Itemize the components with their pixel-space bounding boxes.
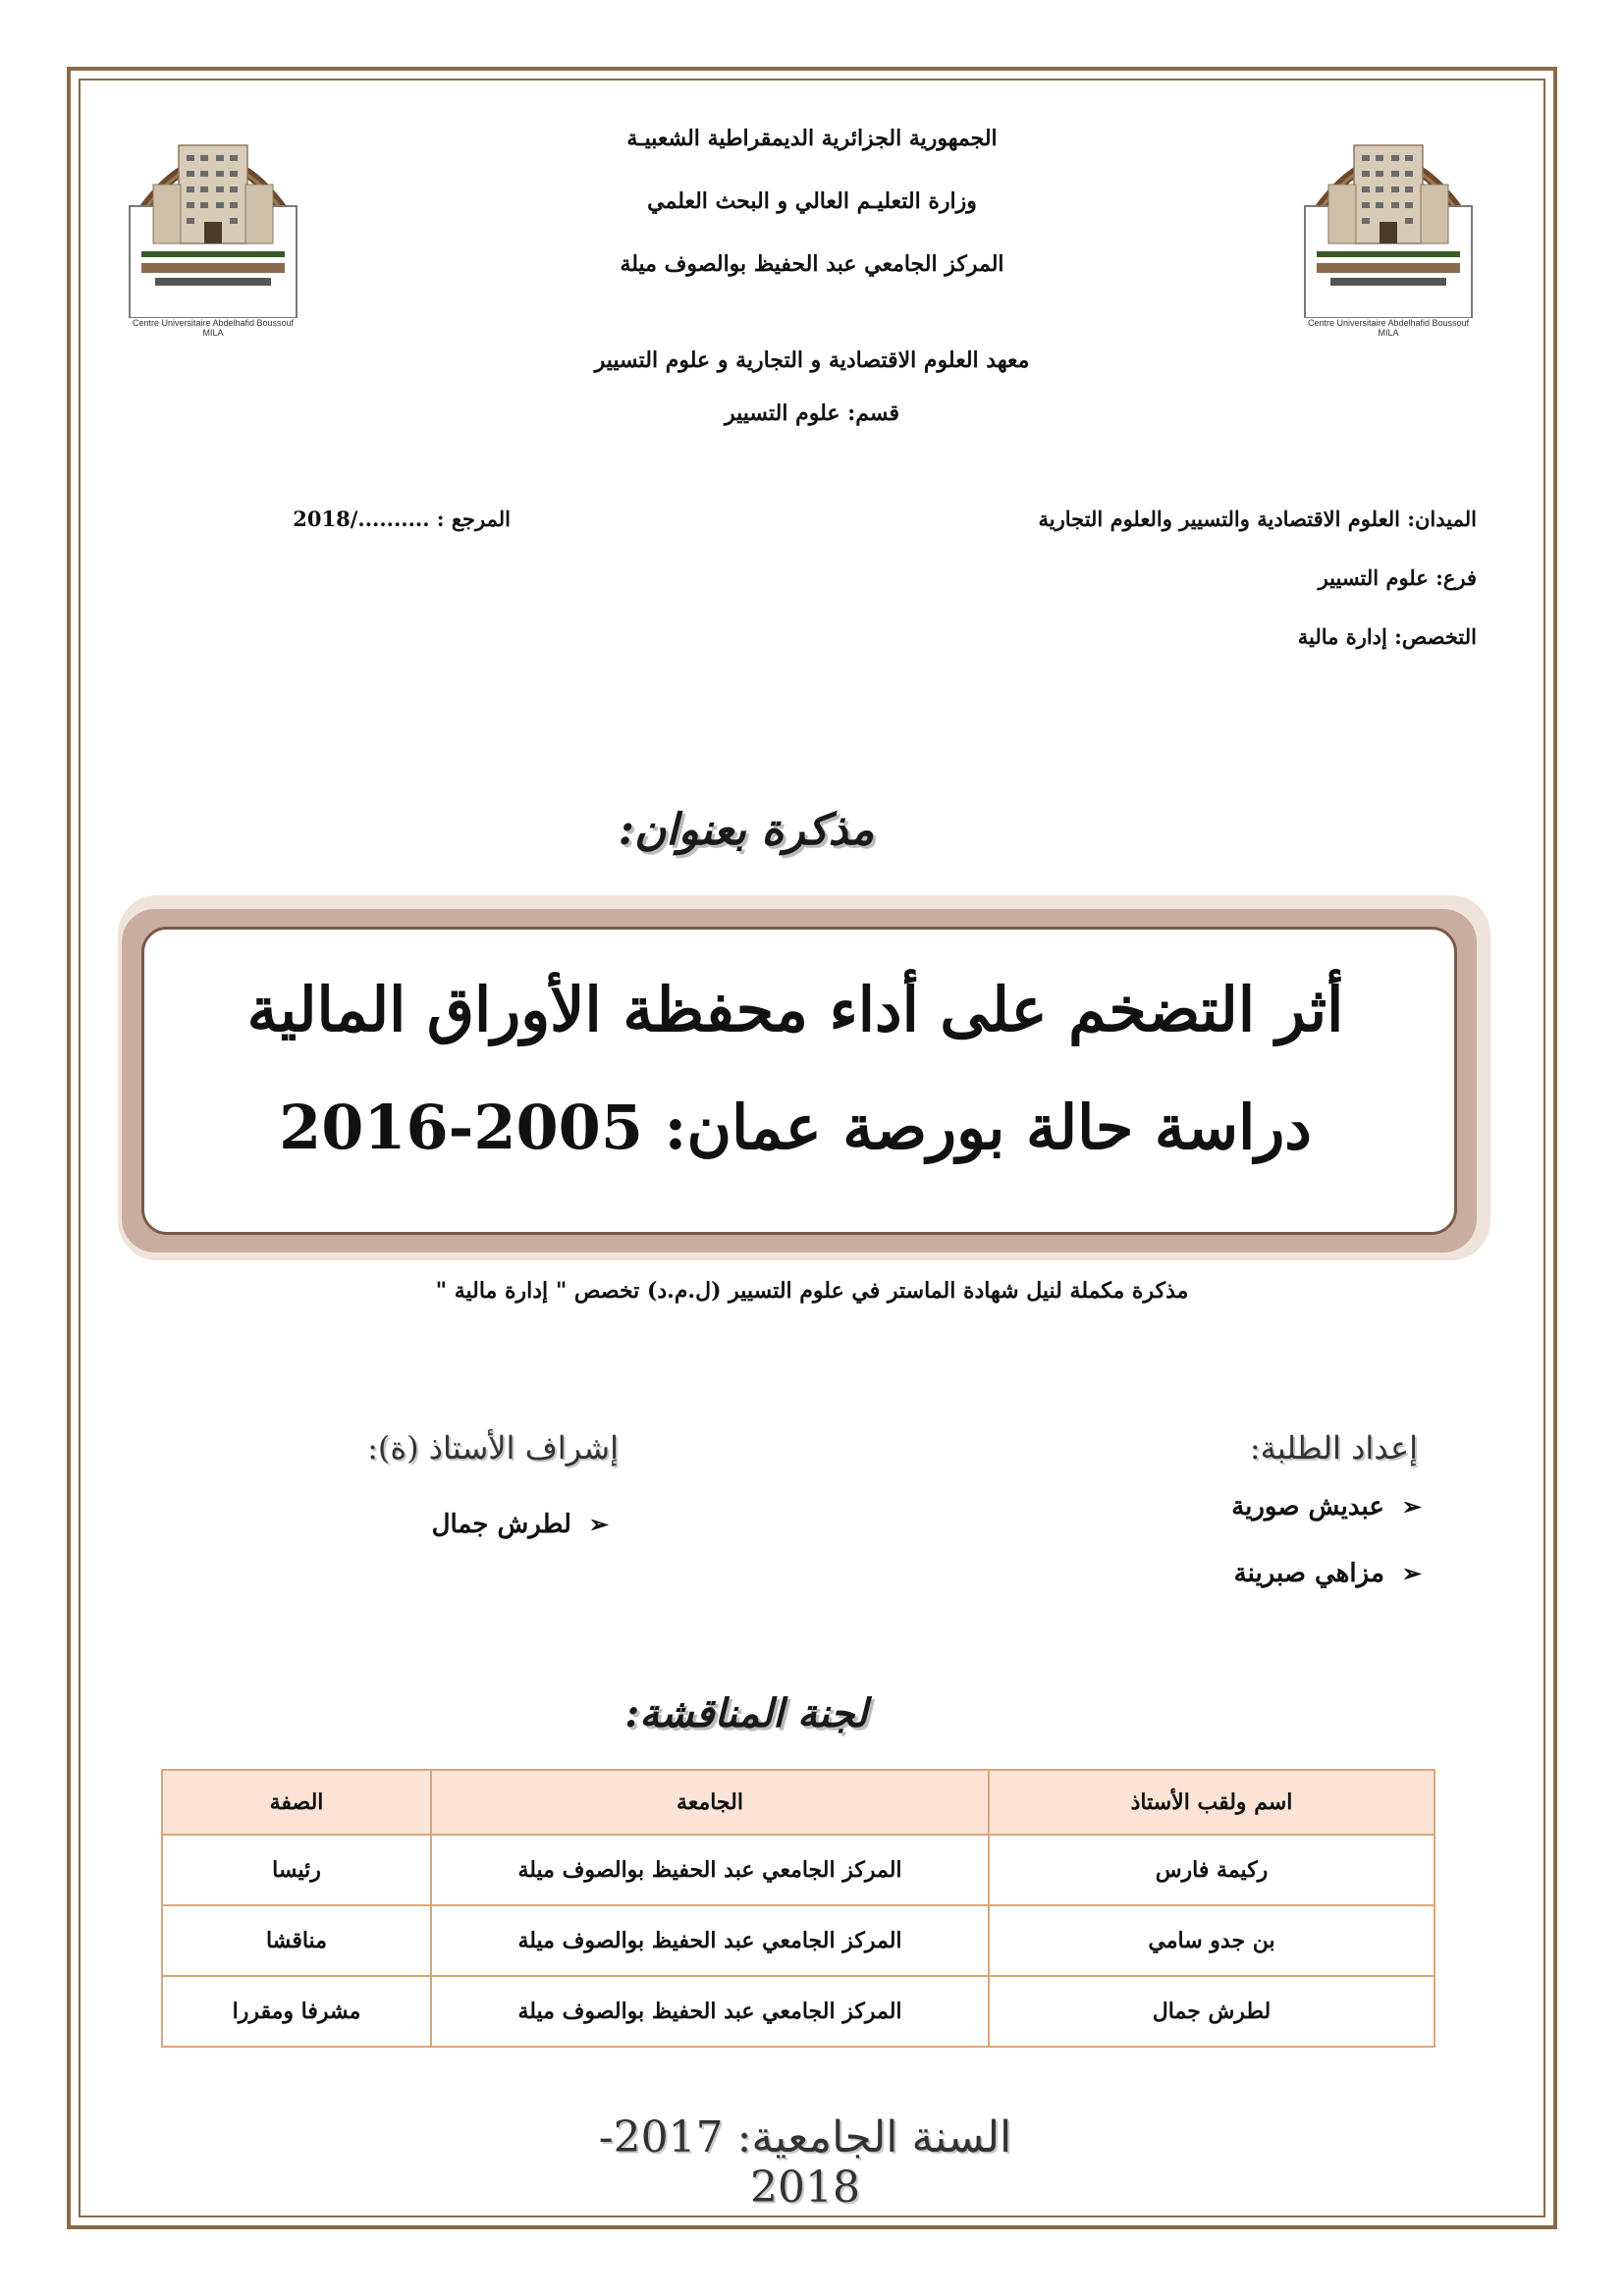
header-department: قسم: علوم التسيير	[724, 400, 900, 426]
member-name: ركيمة فارس	[989, 1835, 1435, 1905]
meta-specialty: التخصص: إدارة مالية	[1297, 624, 1477, 649]
university-logo-right	[1301, 116, 1476, 338]
university-building-icon	[126, 116, 300, 318]
supervisor-name: ➢لطرش جمال	[431, 1510, 609, 1539]
header-republic: الجمهورية الجزائرية الديمقراطية الشعبيـة	[626, 126, 998, 151]
column-header-university: الجامعة	[431, 1770, 989, 1835]
table-row	[162, 1905, 1435, 1976]
logo-caption: Centre Universitaire Abdelhafid Boussouf MILA	[132, 318, 295, 338]
member-university: المركز الجامعي عبد الحفيظ بوالصوف ميلة	[431, 1976, 989, 2047]
student-name-1: ➢عبديش صورية	[1231, 1492, 1422, 1522]
member-university: المركز الجامعي عبد الحفيظ بوالصوف ميلة	[431, 1835, 989, 1905]
header-ministry: وزارة التعليـم العالي و البحث العلمي	[647, 188, 977, 214]
thesis-title-line-1: أثر التضخم على أداء محفظة الأوراق المالية	[246, 974, 1344, 1045]
member-role: رئيسا	[162, 1835, 431, 1905]
committee-table	[161, 1769, 1435, 2048]
students-label: إعداد الطلبة:	[1249, 1429, 1418, 1467]
bullet-arrow-icon: ➢	[1401, 1559, 1422, 1587]
meta-field: الميدان: العلوم الاقتصادية والتسيير والعلوم التجارية	[1038, 507, 1477, 531]
table-row	[162, 1835, 1435, 1905]
student-name-2: ➢مزاهي صبرينة	[1233, 1559, 1422, 1588]
member-name: لطرش جمال	[989, 1976, 1435, 2047]
member-university: المركز الجامعي عبد الحفيظ بوالصوف ميلة	[431, 1905, 989, 1976]
column-header-name: اسم ولقب الأستاذ	[989, 1770, 1435, 1835]
table-row	[162, 1976, 1435, 2047]
degree-description: مذكرة مكملة لنيل شهادة الماستر في علوم التسيير (ل.م.د) تخصص " إدارة مالية "	[435, 1278, 1189, 1304]
logo-caption: Centre Universitaire Abdelhafid Boussouf MILA	[1307, 318, 1470, 338]
memo-title-label: مذكرة بعنوان:	[618, 805, 875, 855]
table-header-row	[162, 1770, 1435, 1835]
column-header-role: الصفة	[162, 1770, 431, 1835]
bullet-arrow-icon: ➢	[588, 1510, 609, 1538]
member-role: مناقشا	[162, 1905, 431, 1976]
meta-reference: المرجع : ........../2018	[293, 507, 511, 531]
bullet-arrow-icon: ➢	[1401, 1492, 1422, 1521]
supervisor-label: إشراف الأستاذ (ة):	[367, 1429, 619, 1467]
university-logo-left	[126, 116, 300, 338]
header-center: المركز الجامعي عبد الحفيظ بوالصوف ميلة	[620, 251, 1004, 277]
header-institute: معهد العلوم الاقتصادية و التجارية و علوم التسيير	[594, 347, 1030, 373]
meta-branch: فرع: علوم التسيير	[1318, 565, 1477, 590]
member-role: مشرفا ومقررا	[162, 1976, 431, 2047]
member-name: بن جدو سامي	[989, 1905, 1435, 1976]
academic-year: السنة الجامعية: 2017-2018	[598, 2112, 1012, 2213]
university-building-icon	[1301, 116, 1476, 318]
committee-label: لجنة المناقشة:	[624, 1690, 868, 1736]
thesis-title-line-2: دراسة حالة بورصة عمان: 2005-2016	[279, 1092, 1312, 1163]
